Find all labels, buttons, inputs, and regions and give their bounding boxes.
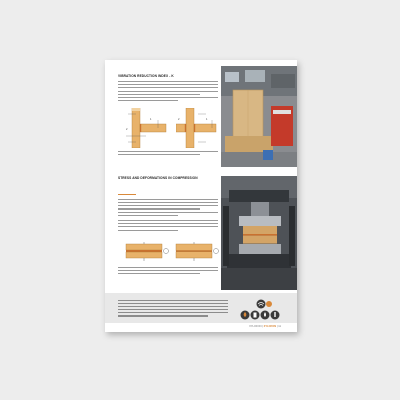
acoustic-icon: [257, 300, 266, 309]
section-heading-vibration: VIBRATION REDUCTION INDEX - K: [118, 74, 174, 78]
svg-text:1: 1: [150, 118, 152, 121]
junction-diagram-right: [176, 108, 220, 153]
orange-badge-icon: [266, 301, 272, 307]
chemical-icon: [251, 311, 260, 320]
section-body-text: [118, 81, 218, 103]
compression-body-text-3: [118, 220, 218, 233]
info-box-text: [118, 300, 228, 319]
svg-text:1: 1: [206, 118, 208, 121]
junction-diagram-left: [126, 108, 168, 153]
section-heading-compression: STRESS AND DEFORMATIONS IN COMPRESSION: [118, 176, 198, 180]
moisture-icon: [261, 311, 270, 320]
performance-icons: [237, 299, 285, 321]
footer-brand: XYLOFON: [263, 325, 277, 328]
compression-diagram-before: [122, 242, 170, 269]
temperature-icon: [271, 311, 280, 320]
brochure-page: [105, 60, 297, 332]
photo-clt-wall-test: [221, 66, 297, 167]
fire-icon: [241, 311, 250, 320]
compression-body-text-2: [118, 199, 218, 218]
footer-prefix: XYLOFON: [249, 325, 262, 328]
page-footer: XYLOFON | XYLOFON | 11: [249, 325, 281, 328]
svg-text:2: 2: [126, 128, 128, 131]
compression-diagram-after: [172, 242, 220, 269]
compression-caption: [118, 267, 218, 277]
photo-compression-press: [221, 176, 297, 290]
page-number: 11: [278, 325, 281, 328]
diagram-caption: [118, 151, 218, 157]
svg-text:2: 2: [178, 118, 180, 121]
